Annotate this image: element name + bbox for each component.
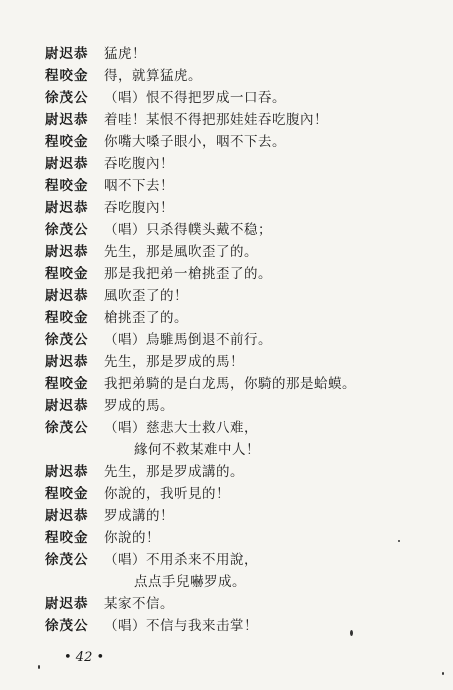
dialogue-text: （唱）慈悲大士救八难， <box>104 420 258 436</box>
ink-speck <box>350 630 353 636</box>
dialogue-text: （唱）恨不得把罗成一口吞。 <box>104 90 286 106</box>
script-line <box>0 306 453 330</box>
speaker-name: 徐茂公 <box>45 222 89 238</box>
dialogue-text: 我把弟騎的是白龙馬，你騎的那是蛤蟆。 <box>104 376 356 392</box>
speaker-name: 徐茂公 <box>45 332 89 348</box>
ink-speck <box>442 672 444 675</box>
dialogue-text: 先生，那是罗成的馬！ <box>104 354 244 370</box>
dialogue-text: 先生，那是罗成講的。 <box>104 464 244 480</box>
script-line <box>0 438 453 462</box>
speaker-name: 尉迟恭 <box>45 200 89 216</box>
dialogue-text: 風吹歪了的！ <box>104 288 188 304</box>
dialogue-text: 咽不下去！ <box>104 178 174 194</box>
speaker-name: 尉迟恭 <box>45 596 89 612</box>
dialogue-text: 吞吃腹內！ <box>104 200 174 216</box>
script-line <box>0 482 453 506</box>
verse-continuation: 緣何不救某难中人！ <box>134 442 260 458</box>
dialogue-text: （唱）不信与我来击掌！ <box>104 618 258 634</box>
script-line <box>0 592 453 616</box>
speaker-name: 程咬金 <box>45 68 89 84</box>
speaker-name: 程咬金 <box>45 178 89 194</box>
script-line <box>0 108 453 132</box>
dialogue-text: （唱）只杀得幞头戴不稳； <box>104 222 272 238</box>
script-line <box>0 262 453 286</box>
dialogue-text: 你嘴大嗓子眼小，咽不下去。 <box>104 134 286 150</box>
speaker-name: 尉迟恭 <box>45 464 89 480</box>
speaker-name: 尉迟恭 <box>45 288 89 304</box>
dialogue-text: 吞吃腹內！ <box>104 156 174 172</box>
speaker-name: 尉迟恭 <box>45 112 89 128</box>
script-line <box>0 394 453 418</box>
speaker-name: 徐茂公 <box>45 618 89 634</box>
dialogue-text: 某家不信。 <box>104 596 174 612</box>
script-line <box>0 86 453 110</box>
script-line <box>0 614 453 638</box>
dialogue-text: 猛虎！ <box>104 46 146 62</box>
speaker-name: 程咬金 <box>45 486 89 502</box>
speaker-name: 尉迟恭 <box>45 508 89 524</box>
dialogue-text: 你說的，我听見的！ <box>104 486 230 502</box>
dialogue-text: 得，就算猛虎。 <box>104 68 202 84</box>
speaker-name: 程咬金 <box>45 266 89 282</box>
dialogue-text: （唱）不用杀来不用說， <box>104 552 258 568</box>
speaker-name: 程咬金 <box>45 134 89 150</box>
script-line <box>0 504 453 528</box>
dialogue-text: 槍挑歪了的。 <box>104 310 188 326</box>
script-line <box>0 152 453 176</box>
dialogue-text: 罗成的馬。 <box>104 398 174 414</box>
script-line <box>0 460 453 484</box>
dialogue-text: （唱）烏騅馬倒退不前行。 <box>104 332 272 348</box>
script-line <box>0 328 453 352</box>
script-line <box>0 372 453 396</box>
speaker-name: 程咬金 <box>45 310 89 326</box>
dialogue-text: 那是我把弟一槍挑歪了的。 <box>104 266 272 282</box>
speaker-name: 尉迟恭 <box>45 244 89 260</box>
speaker-name: 徐茂公 <box>45 420 89 436</box>
script-line <box>0 196 453 220</box>
speaker-name: 尉迟恭 <box>45 398 89 414</box>
speaker-name: 尉迟恭 <box>45 156 89 172</box>
script-line <box>0 284 453 308</box>
dialogue-text: 着哇！某恨不得把那娃娃吞吃腹內！ <box>104 112 328 128</box>
speaker-name: 程咬金 <box>45 376 89 392</box>
script-line <box>0 548 453 572</box>
ink-speck <box>38 665 40 669</box>
script-line <box>0 526 453 550</box>
ink-speck <box>398 540 400 542</box>
speaker-name: 程咬金 <box>45 530 89 546</box>
script-line <box>0 350 453 374</box>
dialogue-text: 你說的！ <box>104 530 160 546</box>
dialogue-text: 先生，那是風吹歪了的。 <box>104 244 258 260</box>
script-line <box>0 416 453 440</box>
script-line <box>0 64 453 88</box>
script-line <box>0 130 453 154</box>
speaker-name: 尉迟恭 <box>45 354 89 370</box>
script-line <box>0 218 453 242</box>
speaker-name: 尉迟恭 <box>45 46 89 62</box>
script-line <box>0 174 453 198</box>
script-line <box>0 240 453 264</box>
verse-continuation: 点点手兒嚇罗成。 <box>134 574 246 590</box>
script-line <box>0 570 453 594</box>
script-line <box>0 42 453 66</box>
dialogue-text: 罗成講的！ <box>104 508 174 524</box>
page-number: • 42 • <box>64 650 105 665</box>
speaker-name: 徐茂公 <box>45 552 89 568</box>
speaker-name: 徐茂公 <box>45 90 89 106</box>
